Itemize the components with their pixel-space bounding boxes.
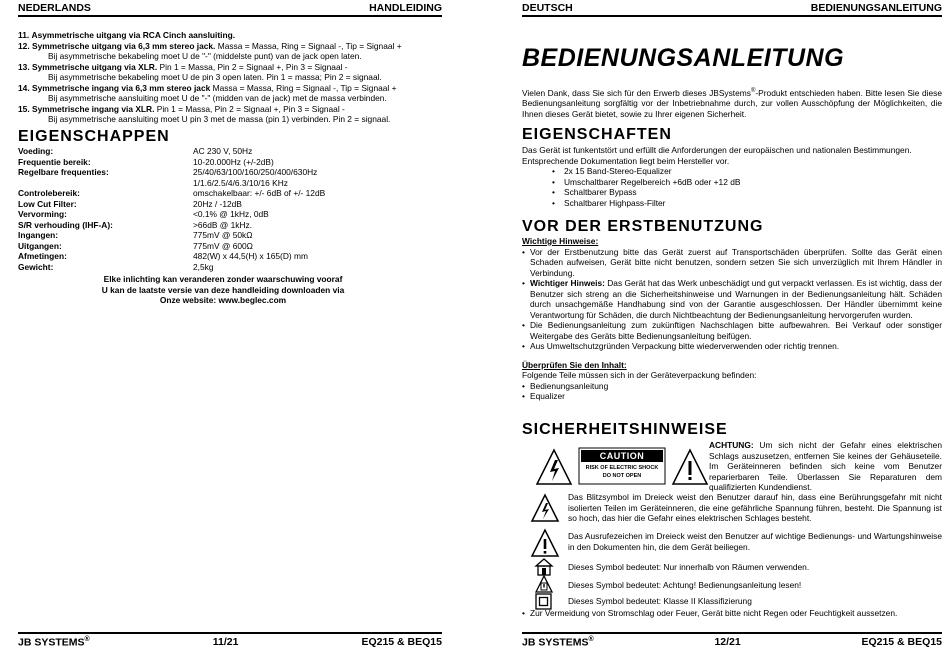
spec-value: 25/40/63/100/160/250/400/630Hz <box>193 167 318 177</box>
hint-text: Das Gerät hat das Werk unbeschädigt und gut verpackt verlassen. Es ist wichtig, dass der Benutzer sich streng an die Sicherheitshinweise und Warnungen in der Bedienungsanleitung hält. Schäden durch unsachgemäße Handhabung sind von der Garantie ausgeschlossen. Der Händler übernimmt keine Verantwortung für Schäden, die durch Nichtbeachtung der Bedienungsanleitung hervorgerufen wurden. <box>530 278 942 320</box>
item-number: 13. <box>18 61 30 72</box>
caution-title: CAUTION <box>599 451 645 461</box>
hint-bold: Wichtiger Hinweis: <box>530 278 605 288</box>
spec-key: Controlebereik: <box>18 188 80 198</box>
lightning-text: Das Blitzsymbol im Dreieck weist den Benutzer darauf hin, dass eine Berührungsgefahr mit nicht isolierten Teilen im Geräteinneren, die eine gefährliche Spannung führen, besteht. Die Spannung ist so hoch, das hier die Gefahr eines elektrischen Schlages besteht. <box>568 492 942 523</box>
item-number: 12. <box>18 40 30 51</box>
brand-name: JB SYSTEMS <box>18 636 85 648</box>
header-language: NEDERLANDS <box>18 2 91 14</box>
spec-key: Uitgangen: <box>18 240 62 251</box>
spec-row <box>18 209 418 220</box>
spec-key: S/R verhouding (IHF-A): <box>18 219 113 230</box>
page-footer <box>522 632 942 649</box>
achtung-body: Um sich nicht der Gefahr eines elektrischen Schlags auszusetzen, entfernen Sie keines der Gehäuseteile. Im Geräteinneren befinden sich keine vom Benutzer reparierbaren Teile. Überlassen Sie Reparaturen dem qualifizierten Kundendienst. <box>709 440 942 492</box>
spec-key: Ingangen: <box>18 230 59 240</box>
item-subtext: Bij asymmetrische aansluiting moet U pin 3 met de massa (pin 1) verbinden. Pin 2 = signaal. <box>48 114 391 124</box>
section-heading-first-use: VOR DER ERSTBENUTZUNG <box>522 218 764 235</box>
page-right <box>522 0 942 654</box>
hint-text: Aus Umweltschutzgründen Verpackung bitte wiederverwenden oder richtig trennen. <box>530 341 840 351</box>
spec-key: Gewicht: <box>18 261 54 272</box>
contents-text: Folgende Teile müssen sich in der Geräteverpackung befinden: <box>522 370 757 380</box>
footer-brand <box>18 636 90 649</box>
features-text: Das Gerät ist funkentstört und erfüllt die Anforderungen der europäischen und nationalen Bestimmungen. Entsprechende Dokumentation liegt beim Hersteller vor. <box>522 145 912 166</box>
connection-list <box>18 30 433 125</box>
spec-key: Voeding: <box>18 146 54 156</box>
intro-text: Vielen Dank, dass Sie sich für den Erwerb dieses JBSystems <box>522 87 751 98</box>
spec-value: AC 230 V, 50Hz <box>193 146 253 156</box>
item-text: Massa = Massa, Ring = Signaal -, Tip = Signaal + <box>210 82 397 93</box>
list-item: • Zur Vermeidung von Stromschlag oder Feuer, Gerät bitte nicht Regen oder Feuchtigkeit aussetzen. <box>522 608 942 619</box>
item-number: 11. <box>18 30 30 40</box>
header-title: HANDLEIDING <box>369 2 442 14</box>
spec-row <box>18 251 418 262</box>
achtung-text <box>709 440 942 493</box>
subheading: Wichtige Hinweise: <box>522 236 599 246</box>
footer-model: EQ215 & BEQ15 <box>361 635 442 648</box>
list-item <box>18 62 433 73</box>
spec-key: Vervorming: <box>18 209 67 219</box>
spec-value: 1/1.6/2.5/4/6.3/10/16 KHz <box>193 177 288 188</box>
caution-panel <box>534 446 710 486</box>
registered-mark: ® <box>588 635 594 643</box>
hint-text: Vor der Erstbenutzung bitte das Gerät zuerst auf Transportschäden überprüfen. Sollte das Gerät einen Schaden aufweisen, Gerät bitte nicht benutzen, sondern setzen Sie sich unverzüglich mit Ihrem Händler in Verbindung. <box>530 246 942 278</box>
item-number: 14. <box>18 82 30 93</box>
item-heading: Symmetrische uitgang via XLR. <box>31 61 158 72</box>
list-item: • Equalizer <box>522 391 942 402</box>
spec-value: 775mV @ 50kΩ <box>193 230 253 240</box>
indoor-use-icon <box>534 557 554 577</box>
features-section <box>522 145 942 208</box>
spec-row <box>18 199 418 210</box>
list-item <box>18 41 433 52</box>
spec-row <box>18 220 418 231</box>
notice-line: Onze website: www.beglec.com <box>159 295 287 305</box>
notice-block <box>18 274 428 306</box>
section-heading-safety: SICHERHEITSHINWEISE <box>522 421 728 438</box>
section-heading-features: EIGENSCHAFTEN <box>522 126 672 143</box>
list-item <box>18 83 433 94</box>
item-heading: Symmetrische ingang via 6,3 mm stereo jack <box>31 82 211 93</box>
spec-value: >66dB @ 1kHz. <box>193 219 253 230</box>
list-item: • Schaltbarer Highpass-Filter <box>552 198 942 209</box>
hints-list <box>522 247 942 352</box>
item-text: Massa = Massa, Ring = Signaal -, Tip = Signaal + <box>215 40 402 51</box>
list-item: • Umschaltbarer Regelbereich +6dB oder +12 dB <box>552 177 942 188</box>
spec-key: Low Cut Filter: <box>18 198 77 209</box>
list-item <box>522 278 942 320</box>
section-heading-specs: EIGENSCHAPPEN <box>18 128 170 145</box>
page-header <box>18 0 442 17</box>
exclamation-warning-icon <box>530 528 560 558</box>
registered-mark: ® <box>84 635 90 643</box>
spec-row <box>18 262 418 273</box>
contents-list <box>522 381 942 402</box>
spec-table <box>18 146 418 272</box>
features-list <box>522 166 942 208</box>
header-title: BEDIENUNGSANLEITUNG <box>810 2 942 14</box>
registered-mark: ® <box>750 88 756 94</box>
brand-name: JB SYSTEMS <box>522 636 589 648</box>
spec-value: omschakelbaar: +/- 6dB of +/- 12dB <box>193 188 326 198</box>
achtung-label: ACHTUNG: <box>709 440 754 450</box>
spec-value: 775mV @ 600Ω <box>193 240 253 251</box>
intro-text: -Produkt entschieden haben. Bitte lesen Sie diese Bedienungsanleitung sorgfältig vor der Inbetriebnahme durch, zur vollen Ausschöpfung der Möglichkeiten, die Ihnen dieses Gerät bietet, sowie zu Ihrer eigenen Sicherheit. <box>522 87 942 119</box>
spec-value: 20Hz / -12dB <box>193 198 242 209</box>
spec-row <box>18 178 418 189</box>
caution-line: RISK OF ELECTRIC SHOCK <box>585 465 659 471</box>
spec-value: 10-20.000Hz (+/-2dB) <box>193 156 274 167</box>
subheading: Überprüfen Sie den Inhalt: <box>522 359 627 370</box>
list-item: • Bedienungsanleitung <box>522 381 942 392</box>
symbol-text: Dieses Symbol bedeutet: Achtung! Bedienungsanleitung lesen! <box>568 580 802 590</box>
item-subtext: Bij asymmetrische bekabeling moet U de pin 3 open laten. Pin 1 = massa; Pin 2 = signaal. <box>48 72 382 82</box>
spec-row <box>18 230 418 241</box>
item-heading: Asymmetrische uitgang via RCA Cinch aansluiting. <box>31 30 236 40</box>
hint-text: Die Bedienungsanleitung zum zukünftigen Nachschlagen bitte aufbewahren. Bei Verkauf oder sonstiger Weitergabe des Geräts bitte Bedienungsanleitung beifügen. <box>530 320 942 341</box>
spec-key <box>18 178 193 189</box>
list-item <box>18 104 433 115</box>
footer-model: EQ215 & BEQ15 <box>861 635 942 648</box>
intro-paragraph <box>522 86 942 119</box>
first-use-section <box>522 236 942 402</box>
spec-key: Afmetingen: <box>18 251 67 261</box>
read-manual-icon <box>535 575 553 593</box>
symbol-text: Dieses Symbol bedeutet: Klasse II Klassifizierung <box>568 596 752 606</box>
page-footer <box>18 632 442 649</box>
spec-value: 2,5kg <box>193 261 214 272</box>
spec-row <box>18 188 418 199</box>
list-item <box>522 341 942 352</box>
spec-value: 482(W) x 44,5(H) x 165(D) mm <box>193 251 308 261</box>
exclamation-text: Das Ausrufezeichen im Dreieck weist den Benutzer auf wichtige Bedienungs- und Wartungshinweise in den Dokumenten hin, die dem Gerät beiliegen. <box>568 531 942 552</box>
safety-list <box>522 608 942 619</box>
spec-key: Regelbare frequenties: <box>18 167 109 177</box>
spec-value: <0.1% @ 1kHz, 0dB <box>193 209 269 219</box>
item-text: Pin 1 = Massa, Pin 2 = Signaal +, Pin 3 = Signaal - <box>157 61 348 72</box>
page-number: 12/21 <box>714 635 741 648</box>
spec-row <box>18 157 418 168</box>
list-item <box>18 30 433 41</box>
item-number: 15. <box>18 103 30 114</box>
item-subtext: Bij asymmetrische bekabeling moet U de "-" (middelste punt) van de jack open laten. <box>48 51 362 61</box>
main-title: BEDIENUNGSANLEITUNG <box>522 44 845 72</box>
list-item: • Schaltbarer Bypass <box>552 187 942 198</box>
page-number: 11/21 <box>212 635 239 648</box>
page-header <box>522 0 942 17</box>
spec-row <box>18 241 418 252</box>
symbol-text: Dieses Symbol bedeutet: Nur innerhalb von Räumen verwenden. <box>568 562 810 572</box>
list-item: • 2x 15 Band-Stereo-Equalizer <box>552 166 942 177</box>
header-language: DEUTSCH <box>522 2 573 14</box>
footer-brand <box>522 636 594 649</box>
notice-line: Elke inlichting kan veranderen zonder waarschuwing vooraf <box>103 274 343 284</box>
list-item <box>522 320 942 341</box>
item-text: Pin 1 = Massa, Pin 2 = Signaal +, Pin 3 = Signaal - <box>154 103 345 114</box>
list-item <box>522 247 942 279</box>
notice-line: U kan de laatste versie van deze handleiding downloaden via <box>101 284 345 295</box>
lightning-warning-icon <box>530 493 560 523</box>
page-left <box>0 0 442 654</box>
spec-key: Frequentie bereik: <box>18 156 91 167</box>
caution-line: DO NOT OPEN <box>602 473 642 479</box>
spec-row <box>18 146 418 157</box>
item-subtext: Bij asymmetrische aansluiting moet U de "-" (midden van de jack) met de massa verbinden. <box>48 93 387 103</box>
item-heading: Symmetrische ingang via XLR. <box>31 103 155 114</box>
item-heading: Symmetrische uitgang via 6,3 mm stereo jack. <box>31 40 216 51</box>
spec-row <box>18 167 418 178</box>
